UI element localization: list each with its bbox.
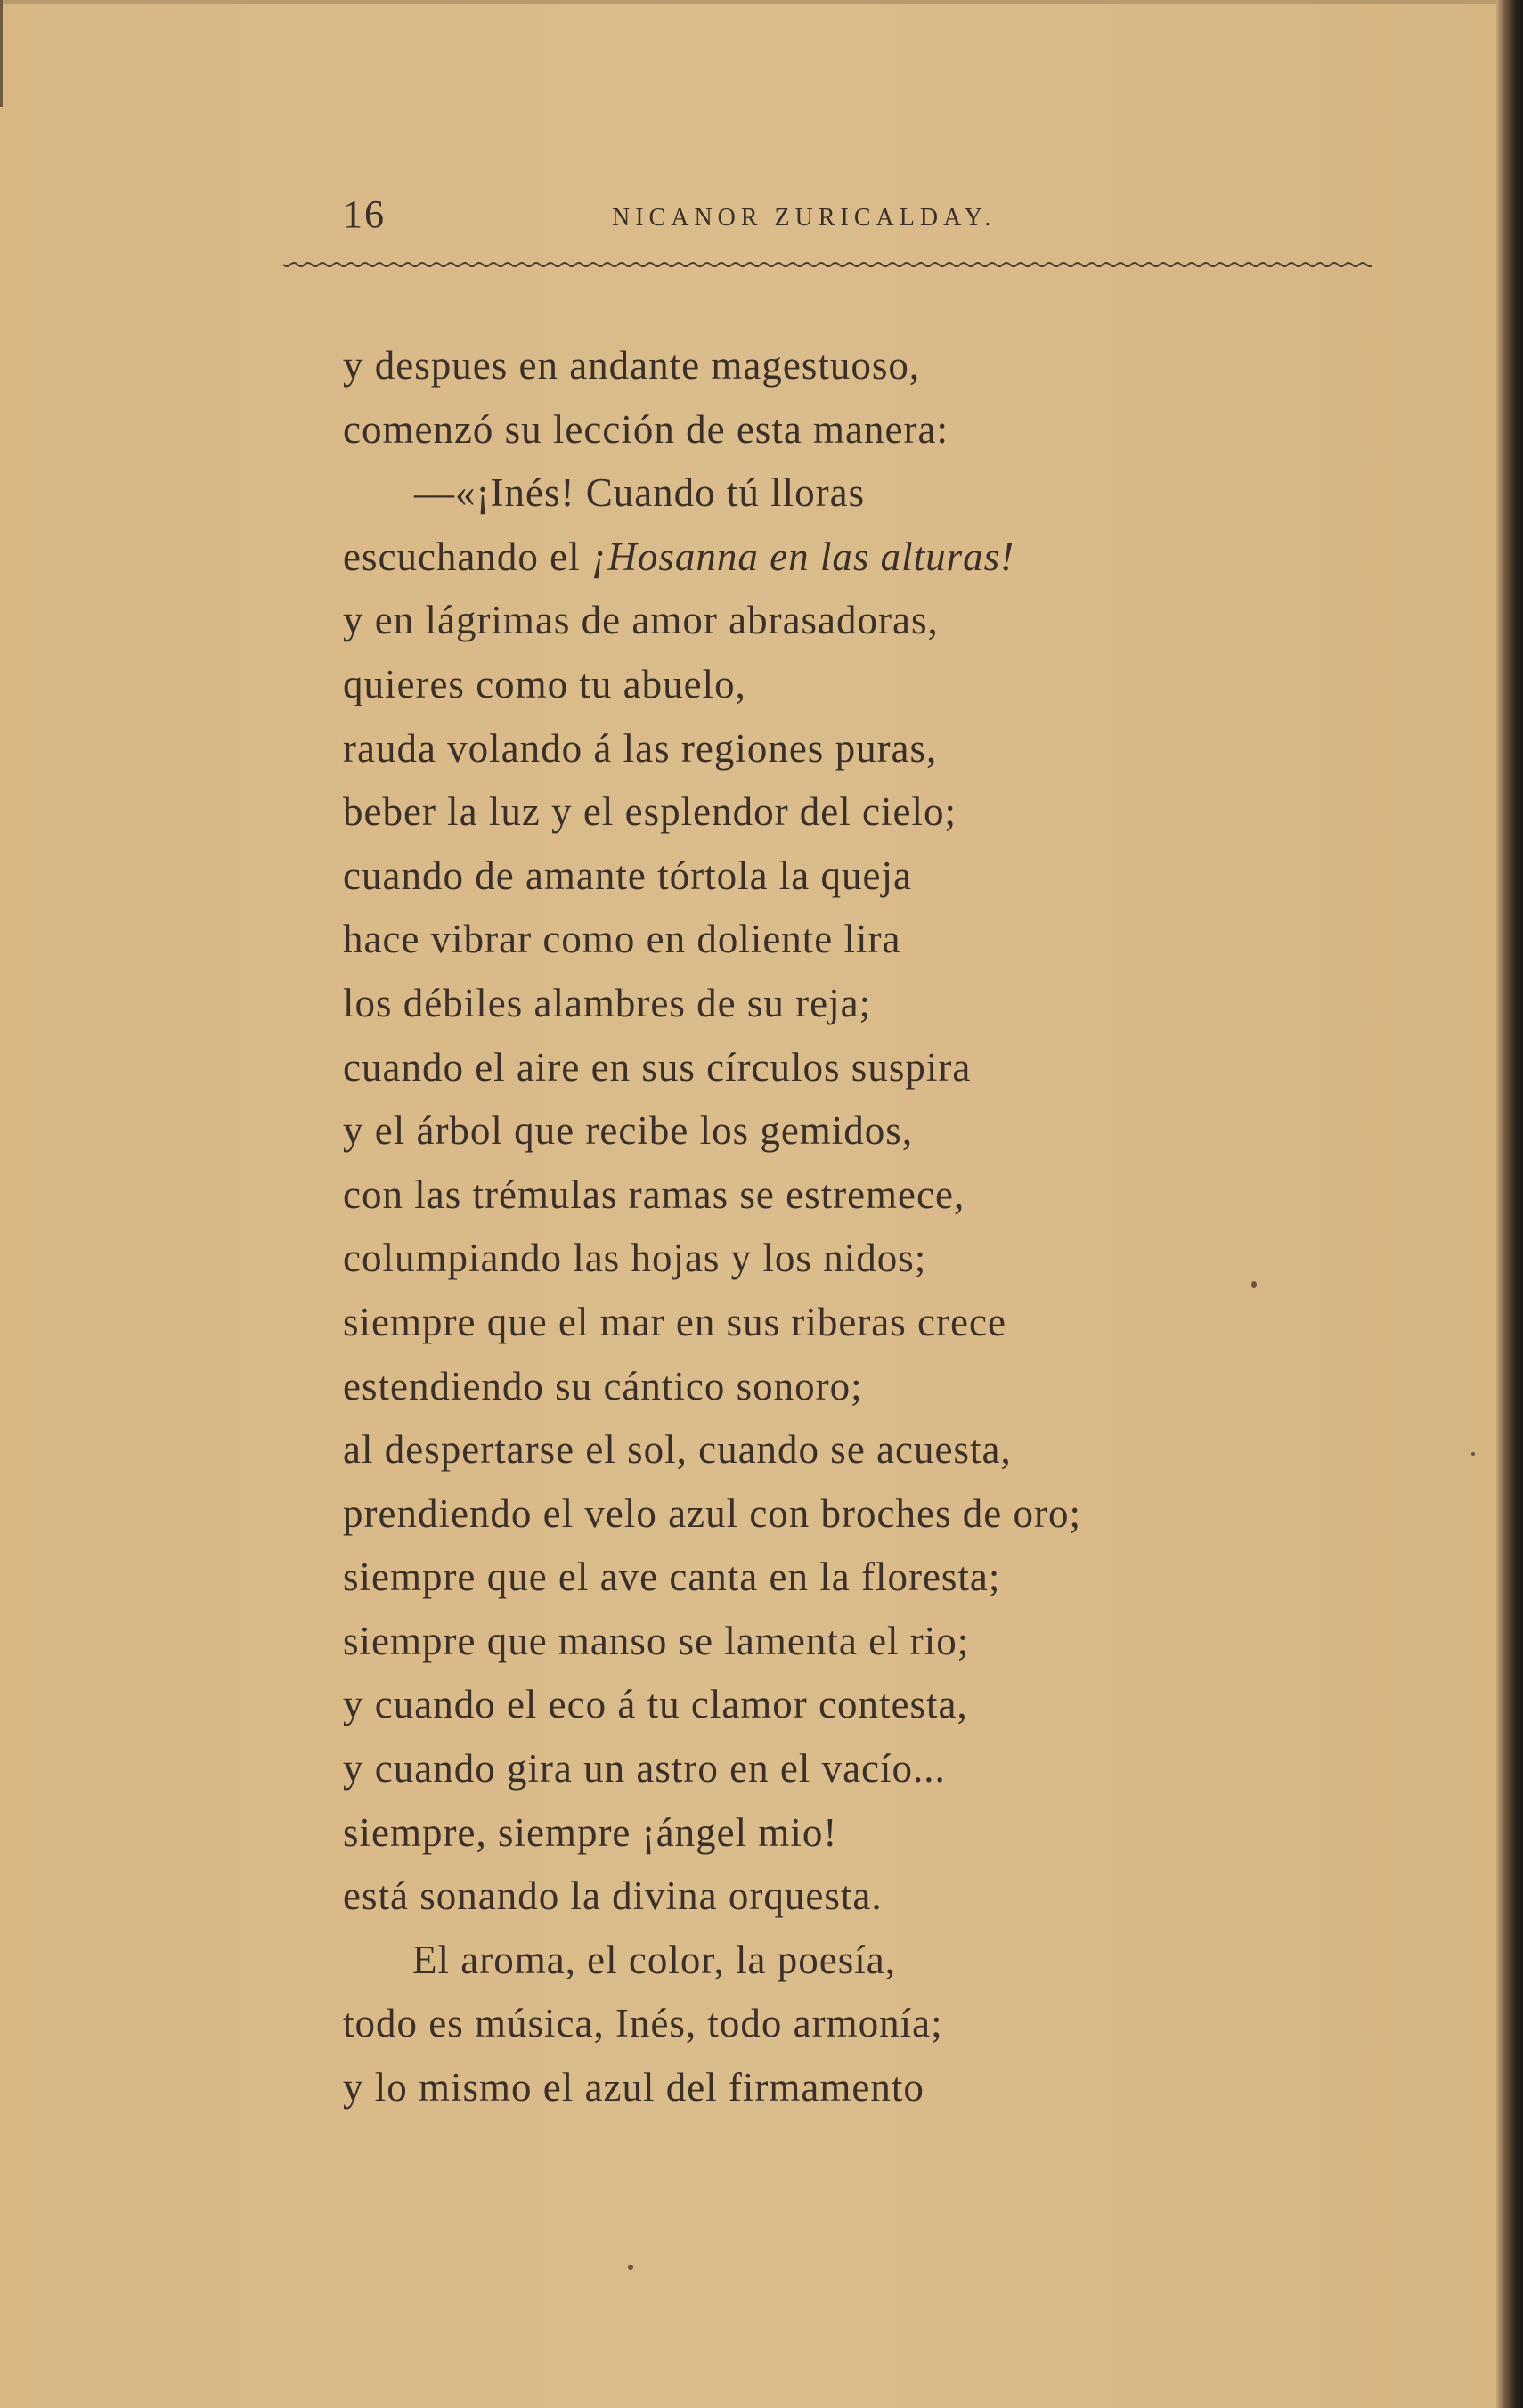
poem-line: rauda volando á las regiones puras, <box>343 725 938 771</box>
poem-text <box>343 334 1367 2120</box>
page-left-edge <box>0 0 3 107</box>
poem-line: y el árbol que recibe los gemidos, <box>343 1108 914 1154</box>
page-number: 16 <box>343 192 386 236</box>
poem-line: y cuando gira un astro en el vacío... <box>343 1746 946 1792</box>
poem-line: —«¡Inés! Cuando tú lloras <box>414 470 866 516</box>
decorative-wavy-rule <box>283 258 1372 271</box>
poem-line: cuando el aire en sus círculos suspira <box>343 1044 972 1090</box>
poem-line: quieres como tu abuelo, <box>343 661 746 706</box>
poem-line: los débiles alambres de su reja; <box>343 980 872 1025</box>
poem-line: y cuando el eco á tu clamor contesta, <box>343 1682 968 1727</box>
poem-line: y en lágrimas de amor abrasadoras, <box>343 598 939 643</box>
poem-line: y despues en andante magestuoso, <box>343 343 921 388</box>
poem-line: está sonando la divina orquesta. <box>343 1873 883 1919</box>
poem-line: estendiendo su cántico sonoro; <box>343 1363 863 1408</box>
poem-line: siempre que el ave canta en la floresta; <box>343 1555 1001 1600</box>
running-title: NICANOR ZURICALDAY. <box>612 204 997 232</box>
poem-line: con las trémulas ramas se estremece, <box>343 1171 965 1217</box>
poem-line: prendiendo el velo azul con broches de oro; <box>343 1490 1081 1536</box>
poem-line <box>343 526 1367 590</box>
italic-phrase: ¡Hosanna en las alturas! <box>590 534 1015 579</box>
paper-speck <box>628 2265 633 2270</box>
poem-line: todo es música, Inés, todo armonía; <box>343 2001 943 2046</box>
poem-line: columpiando las hojas y los nidos; <box>343 1236 927 1281</box>
poem-line: y lo mismo el azul del firmamento <box>343 2065 924 2110</box>
poem-line: comenzó su lección de esta manera: <box>343 406 949 452</box>
paper-speck <box>1471 1452 1475 1456</box>
poem-line: El aroma, el color, la poesía, <box>412 1937 896 1982</box>
paper-speck <box>1251 1281 1257 1288</box>
poem-line: siempre que manso se lamenta el rio; <box>343 1618 970 1663</box>
poem-line: beber la luz y el esplendor del cielo; <box>343 789 957 835</box>
book-gutter-edge <box>1496 0 1523 2408</box>
poem-line: siempre que el mar en sus riberas crece <box>343 1299 1006 1344</box>
page-top-edge <box>0 0 1505 4</box>
poem-line: hace vibrar como en doliente lira <box>343 917 901 962</box>
poem-line-text: escuchando el <box>343 534 591 579</box>
poem-line: al despertarse el sol, cuando se acuesta, <box>343 1427 1012 1473</box>
running-head <box>343 192 1367 245</box>
poem-line: siempre, siempre ¡ángel mio! <box>343 1809 838 1855</box>
poem-line: cuando de amante tórtola la queja <box>343 853 912 898</box>
